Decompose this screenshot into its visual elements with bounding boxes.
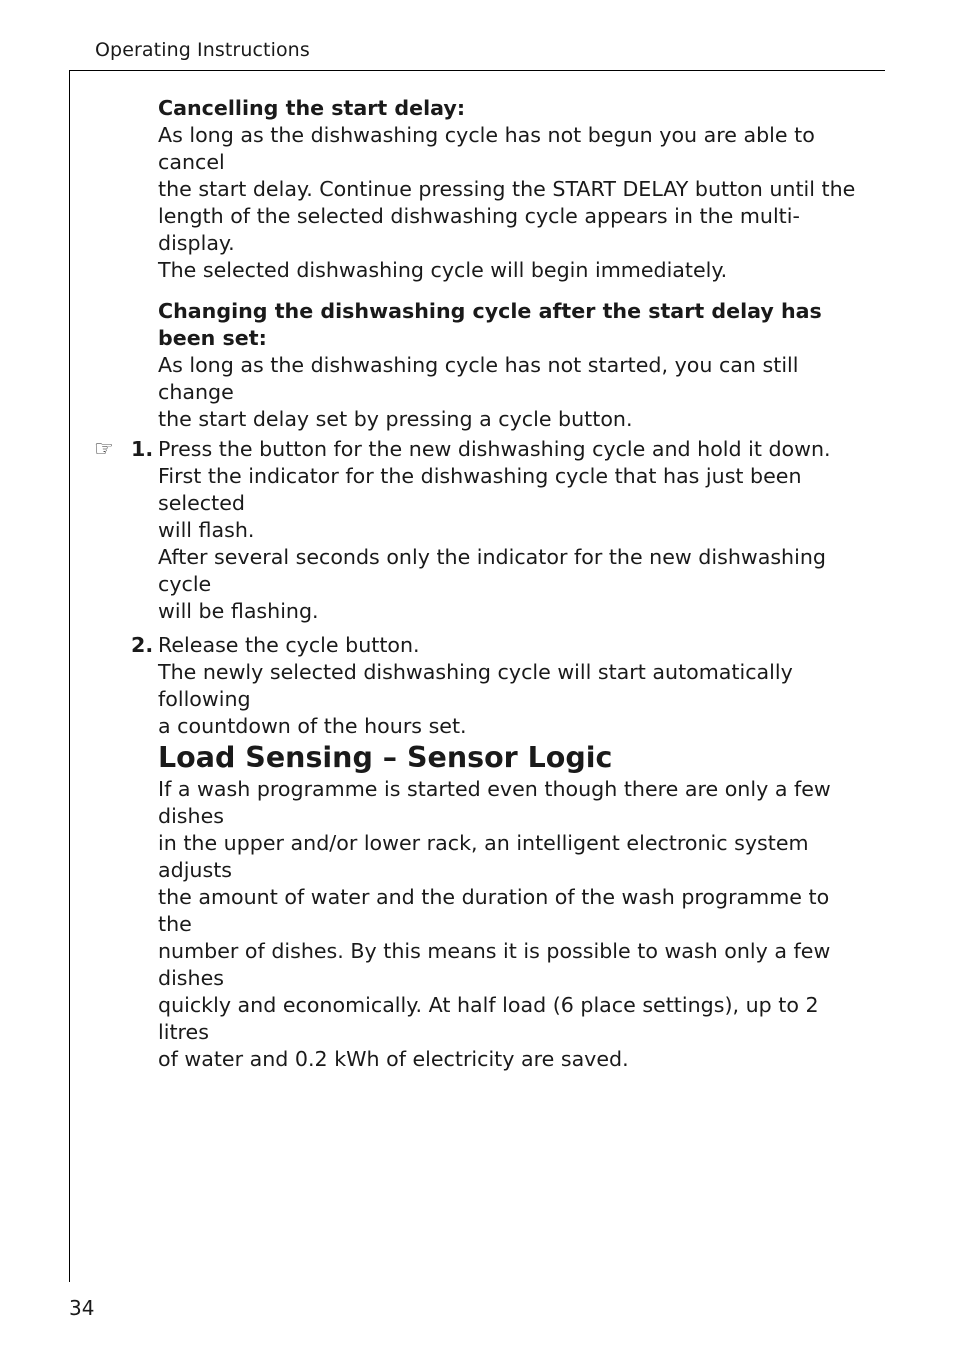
step-1 (94, 436, 858, 625)
load-sensing-line: the amount of water and the duration of the wash programme to the (158, 885, 830, 936)
step-line: First the indicator for the dishwashing cycle that has just been selected (158, 464, 802, 515)
change-line: the start delay set by pressing a cycle button. (158, 407, 633, 431)
load-sensing-line: in the upper and/or lower rack, an intelligent electronic system adjusts (158, 831, 809, 882)
section-title: Load Sensing – Sensor Logic (158, 741, 613, 774)
margin-rule (69, 70, 70, 1282)
page-content (94, 95, 858, 1073)
header-rule (69, 70, 885, 71)
change-section (94, 298, 858, 740)
load-sensing-line: If a wash programme is started even though there are only a few dishes (158, 777, 831, 828)
change-line: As long as the dishwashing cycle has not started, you can still change (158, 353, 799, 404)
step-line: a countdown of the hours set. (158, 714, 467, 738)
change-heading: Changing the dishwashing cycle after the start delay has been set: (158, 299, 822, 350)
step-number: 2. (131, 633, 154, 657)
load-sensing-section (158, 740, 858, 1073)
cancel-line: As long as the dishwashing cycle has not begun you are able to cancel (158, 123, 815, 174)
pointing-hand-icon: ☞ (94, 437, 114, 462)
step-2 (131, 632, 858, 740)
cancel-line: The selected dishwashing cycle will begin immediately. (158, 258, 728, 282)
step-line: Press the button for the new dishwashing cycle and hold it down. (158, 437, 831, 461)
load-sensing-line: number of dishes. By this means it is possible to wash only a few dishes (158, 939, 831, 990)
cancel-section (158, 95, 858, 284)
step-number: 1. (131, 437, 154, 461)
step-line: Release the cycle button. (158, 633, 420, 657)
cancel-line: the start delay. Continue pressing the START DELAY button until the (158, 177, 856, 201)
cancel-line: length of the selected dishwashing cycle appears in the multi-display. (158, 204, 800, 255)
step-line: will flash. (158, 518, 255, 542)
load-sensing-line: quickly and economically. At half load (6 place settings), up to 2 litres (158, 993, 819, 1044)
step-line: The newly selected dishwashing cycle will start automatically following (158, 660, 793, 711)
page-number: 34 (69, 1296, 95, 1320)
running-header: Operating Instructions (95, 39, 310, 61)
step-line: After several seconds only the indicator for the new dishwashing cycle (158, 545, 826, 596)
cancel-heading: Cancelling the start delay: (158, 96, 466, 120)
step-line: will be flashing. (158, 599, 319, 623)
load-sensing-line: of water and 0.2 kWh of electricity are saved. (158, 1047, 629, 1071)
